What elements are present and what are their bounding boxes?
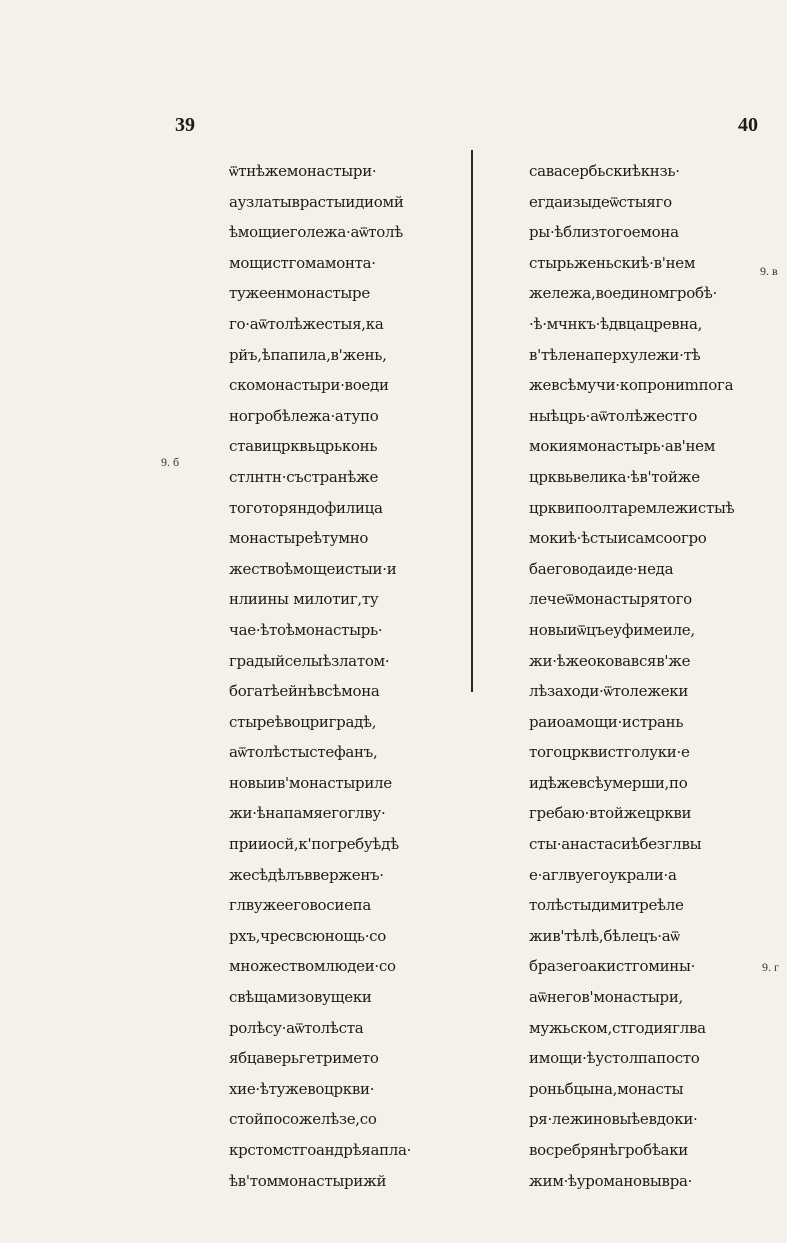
- text-line: ставицрквьцрьконь: [229, 437, 378, 456]
- text-line: хие·ѣтужевоцркви·: [229, 1079, 375, 1098]
- text-line: лѣзаходи·ѿтолежеки: [529, 682, 689, 701]
- text-line: глвужееговосиепа: [229, 896, 371, 915]
- text-line: ѿтнѣжемонастыри·: [229, 162, 377, 180]
- text-line: множествомлюдеи·со: [229, 957, 396, 976]
- text-line: рйъ,ѣпапила,в'жень,: [229, 345, 387, 364]
- text-line: тогоцрквистголуки·е: [529, 743, 690, 762]
- text-line: стлнтн·състранѣже: [229, 467, 379, 486]
- text-line: баеговодаиде·неда: [529, 559, 674, 578]
- text-line: жевсѣмучи·копрониmпога: [529, 376, 734, 395]
- text-line: чае·ѣтоѣмонастырь·: [229, 620, 383, 639]
- text-column-right: [529, 156, 754, 1196]
- text-line: црквипоолтаремлежистыѣ: [529, 498, 735, 517]
- text-line: ря·лежиновыѣевдоки·: [529, 1110, 698, 1129]
- text-line: лечеѿмонастырятого: [529, 590, 692, 609]
- text-line: жив'тѣлѣ,бѣлецъ·аѿ: [529, 926, 680, 945]
- text-line: е·аглвуегоукрали·а: [529, 865, 677, 884]
- margin-note-right-bottom: 9. г: [762, 960, 779, 974]
- page-number-left: 39: [175, 114, 195, 136]
- text-column-left: [229, 156, 464, 1196]
- text-line: раиоамощи·истрань: [529, 712, 684, 731]
- column-divider: [471, 150, 473, 692]
- text-line: прииосй,к'погребуѣдѣ: [229, 835, 399, 854]
- text-line: толѣстыдимитреѣле: [529, 896, 684, 915]
- text-line: монастыреѣтумно: [229, 529, 369, 548]
- page-number-right: 40: [738, 114, 758, 136]
- text-line: жим·ѣуромановыврa·: [529, 1171, 693, 1190]
- text-line: мужьском,стгодияглва: [529, 1018, 706, 1037]
- text-line: роньбцына,монасты: [529, 1079, 684, 1098]
- text-line: ѣмощиеголежа·аѿтолѣ: [229, 223, 404, 242]
- text-line: градыйселыѣзлатом·: [229, 651, 390, 670]
- text-line: рхъ,чресвсюнощь·со: [229, 926, 387, 945]
- text-line: стойпосожелѣзе,со: [229, 1110, 377, 1129]
- text-line: тоготоряндофилица: [229, 498, 383, 517]
- text-line: мощистгомамонта·: [229, 253, 376, 272]
- text-line: ролѣсу·аѿтолѣста: [229, 1018, 364, 1037]
- text-line: идѣжевсѣумерши,по: [529, 773, 688, 792]
- text-line: ябцаверьгетримето: [229, 1049, 379, 1068]
- text-line: в'тѣленаперхулежи·тѣ: [529, 345, 701, 364]
- text-line: аѿтолѣстыстефанъ,: [229, 743, 378, 762]
- text-line: имощи·ѣустолпапосто: [529, 1049, 700, 1068]
- text-line: ногробѣлежа·атупо: [229, 406, 379, 425]
- text-line: крстомстгоандрѣяапла·: [229, 1141, 412, 1159]
- text-line: аузлатыврастыидиомй: [229, 192, 404, 211]
- text-line: нлиины милотиг,ту: [229, 590, 379, 609]
- text-line: жи·ѣнапамяегоглву·: [229, 804, 386, 823]
- text-line: восребрянѣгробѣаки: [529, 1141, 688, 1159]
- text-line: свѣщамизовущеки: [229, 988, 372, 1007]
- text-line: аѿнегов'монастыри,: [529, 988, 684, 1007]
- text-line: ныѣцрь·аѿтолѣжестго: [529, 406, 698, 425]
- text-line: ·ѣ·мчнкъ·ѣдвцацревна,: [529, 314, 703, 333]
- text-line: новыиѿцъеуфимеиле,: [529, 620, 695, 639]
- text-line: го·аѿтолѣжестыя,ка: [229, 314, 384, 333]
- text-line: жи·ѣжеоковавсяв'же: [529, 651, 691, 670]
- text-line: савасербьскиѣкнзь·: [529, 162, 680, 180]
- text-line: мокиѣ·ѣстыисамсоогро: [529, 529, 707, 548]
- text-line: жесѣдѣлъвверженъ·: [229, 865, 384, 884]
- text-line: жележа,воединомгробѣ·: [529, 284, 717, 303]
- text-line: ры·ѣблизтогоемона: [529, 223, 679, 242]
- text-line: сты·анастасиѣбезглвы: [529, 835, 702, 854]
- text-line: гребаю·втойжецркви: [529, 804, 692, 823]
- text-line: скомонастыри·воеди: [229, 376, 389, 395]
- text-line: бразегоакистгомины·: [529, 957, 696, 976]
- text-line: жествоѣмощеистыи·и: [229, 559, 397, 578]
- margin-note-right-top: 9. в: [760, 264, 778, 278]
- text-line: богатѣейнѣвсѣмона: [229, 682, 380, 701]
- text-line: црквьвелика·ѣв'тойже: [529, 467, 700, 486]
- margin-note-left: 9. б: [161, 455, 180, 469]
- text-line: ѣв'томмонастырижй: [229, 1171, 387, 1190]
- text-line: стыреѣвоцриградѣ,: [229, 712, 377, 731]
- text-line: тужеенмонастыре: [229, 284, 370, 303]
- text-line: новыив'монастырилe: [229, 773, 392, 792]
- text-line: стырьженьскиѣ·в'нем: [529, 253, 696, 272]
- text-line: егдаизыдеѿстыяго: [529, 192, 672, 211]
- text-line: мокиямонастырь·ав'нем: [529, 437, 716, 456]
